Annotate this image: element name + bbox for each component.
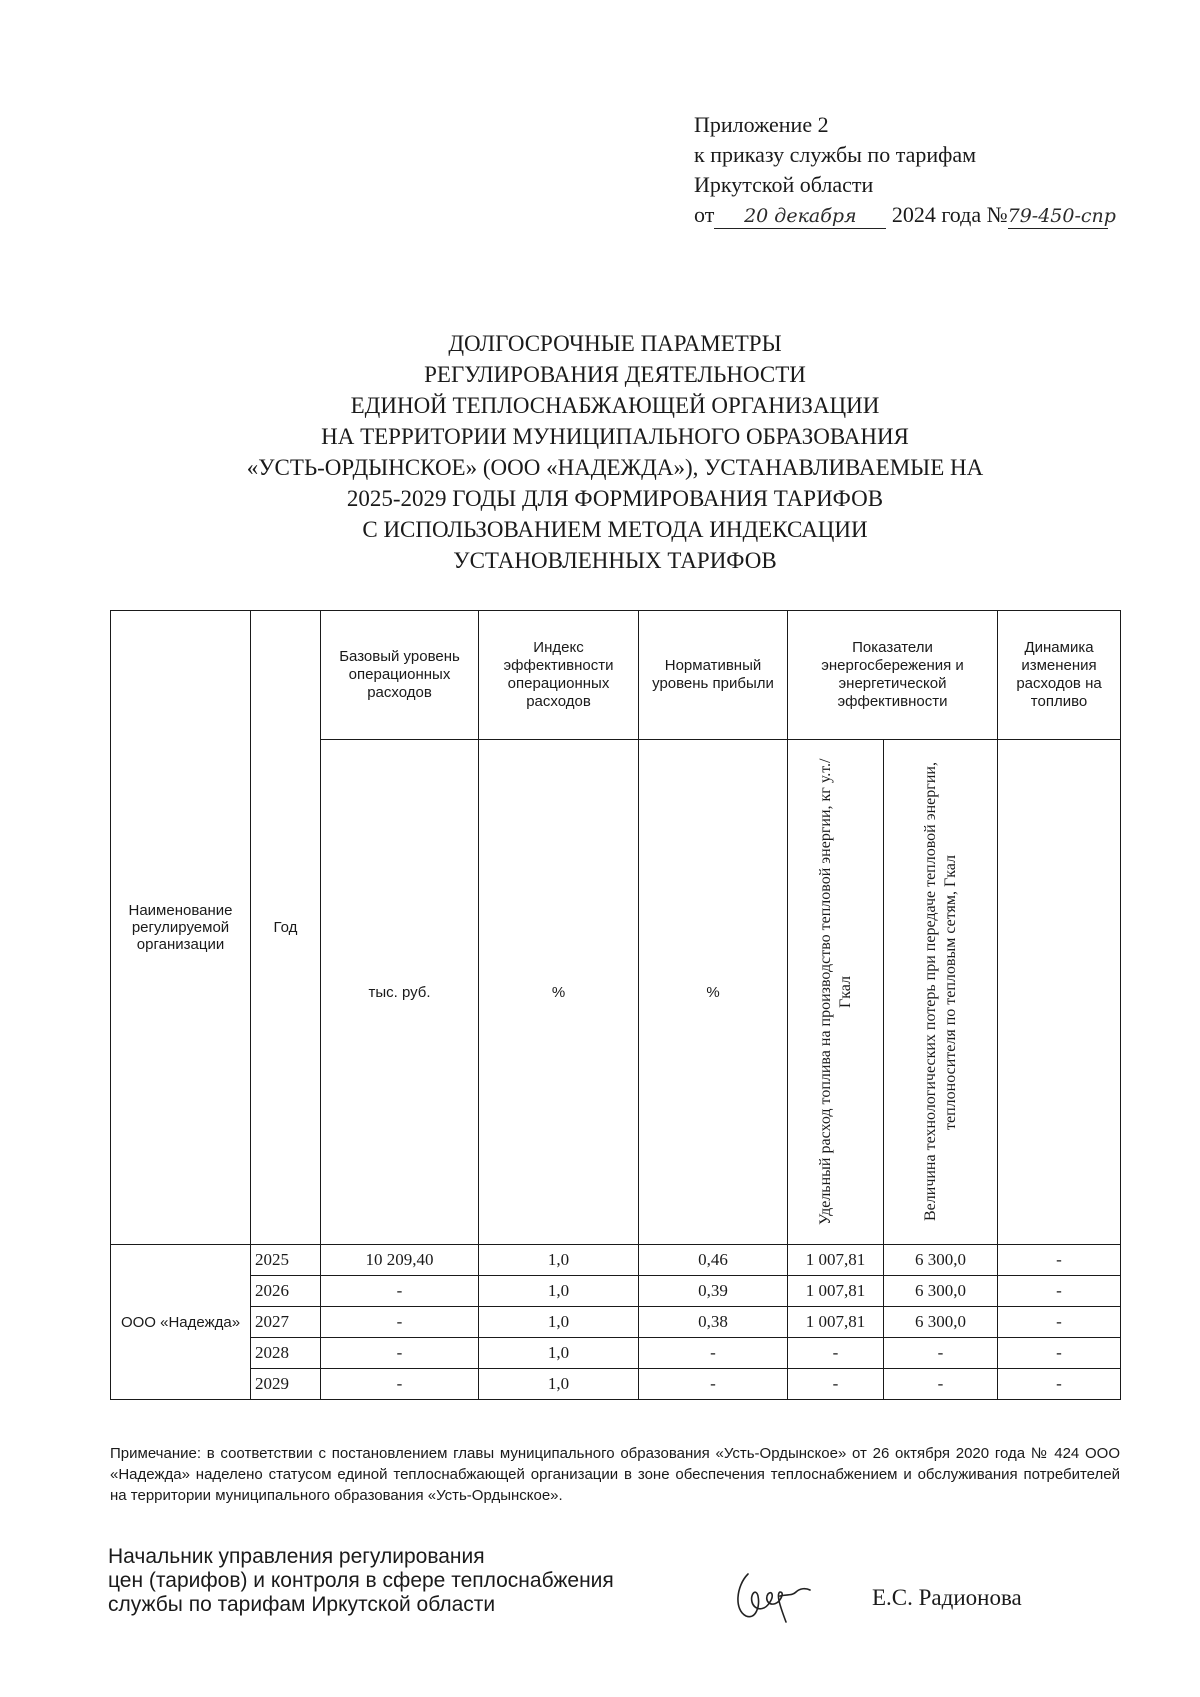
appendix-line-3: Иркутской области <box>694 172 874 197</box>
year-cell: 2026 <box>251 1276 321 1307</box>
table-row <box>111 1338 1121 1369</box>
year-cell: 2025 <box>251 1245 321 1276</box>
title-line: ЕДИНОЙ ТЕПЛОСНАБЖАЮЩЕЙ ОРГАНИЗАЦИИ <box>350 393 880 418</box>
fuel-dynamics-cell: - <box>998 1338 1121 1369</box>
base-costs-cell: - <box>321 1369 479 1400</box>
footnote: Примечание: в соответствии с постановлением главы муниципального образования «Усть-Ордынское» от 26 октября 2020 года № 424 ООО «Надежда» наделено статусом единой теплоснабжающей организации в зоне обеспечения теплоснабжением и обслуживания потребителей на территории муниципального образования «Усть-Ордынское». <box>110 1445 1120 1504</box>
header-efficiency-index: Индекс эффективности операционных расходов <box>479 611 639 740</box>
title-line: РЕГУЛИРОВАНИЯ ДЕЯТЕЛЬНОСТИ <box>424 362 806 387</box>
appendix-date-line <box>694 200 1116 230</box>
header-profit: Нормативный уровень прибыли <box>639 611 788 740</box>
parameters-table <box>110 610 1121 1400</box>
fuel-dynamics-cell: - <box>998 1307 1121 1338</box>
position-line: службы по тарифам Иркутской области <box>108 1593 496 1616</box>
header-org-name: Наименование регулируемой организации <box>111 611 251 1245</box>
title-line: ДОЛГОСРОЧНЫЕ ПАРАМЕТРЫ <box>448 331 782 356</box>
appendix-line-1: Приложение 2 <box>694 112 829 137</box>
position-line: цен (тарифов) и контроля в сфере теплоснабжения <box>108 1569 614 1592</box>
specific-fuel-cell: 1 007,81 <box>788 1245 884 1276</box>
specific-fuel-cell: 1 007,81 <box>788 1276 884 1307</box>
handwritten-order-number: 79-450-спр <box>1007 205 1116 227</box>
title-line: 2025-2029 ГОДЫ ДЛЯ ФОРМИРОВАНИЯ ТАРИФОВ <box>346 486 884 511</box>
index-cell: 1,0 <box>479 1338 639 1369</box>
year-cell: 2027 <box>251 1307 321 1338</box>
year-cell: 2028 <box>251 1338 321 1369</box>
losses-cell: 6 300,0 <box>884 1307 998 1338</box>
document-title <box>150 328 1080 576</box>
title-line: С ИСПОЛЬЗОВАНИЕМ МЕТОДА ИНДЕКСАЦИИ <box>362 517 868 542</box>
unit-efficiency-index: % <box>479 740 639 1245</box>
unit-profit: % <box>639 740 788 1245</box>
appendix-header <box>694 110 1116 230</box>
fuel-dynamics-cell: - <box>998 1245 1121 1276</box>
profit-cell: 0,38 <box>639 1307 788 1338</box>
signatory-name: Е.С. Радионова <box>872 1585 1022 1610</box>
table-row <box>111 1369 1121 1400</box>
fuel-dynamics-cell: - <box>998 1276 1121 1307</box>
profit-cell: 0,39 <box>639 1276 788 1307</box>
fuel-dynamics-blank <box>998 740 1121 1245</box>
profit-cell: 0,46 <box>639 1245 788 1276</box>
profit-cell: - <box>639 1338 788 1369</box>
signatory-position <box>108 1545 614 1617</box>
header-specific-fuel-cell <box>788 740 884 1245</box>
header-base-costs: Базовый уровень операционных расходов <box>321 611 479 740</box>
from-label: от <box>694 202 715 227</box>
handwritten-date: 20 декабря <box>714 204 886 229</box>
profit-cell: - <box>639 1369 788 1400</box>
fuel-dynamics-cell: - <box>998 1369 1121 1400</box>
losses-cell: - <box>884 1369 998 1400</box>
specific-fuel-cell: - <box>788 1338 884 1369</box>
title-line: УСТАНОВЛЕННЫХ ТАРИФОВ <box>453 548 777 573</box>
table-row <box>111 1307 1121 1338</box>
index-cell: 1,0 <box>479 1276 639 1307</box>
losses-cell: - <box>884 1338 998 1369</box>
table-row <box>111 1276 1121 1307</box>
index-cell: 1,0 <box>479 1307 639 1338</box>
header-losses: Величина технологических потерь при передаче тепловой энергии, теплоносителя по тепловым сетям, Гкал <box>921 762 959 1222</box>
base-costs-cell: - <box>321 1307 479 1338</box>
title-line: «УСТЬ-ОРДЫНСКОЕ» (ООО «НАДЕЖДА»), УСТАНАВЛИВАЕМЫЕ НА <box>246 455 984 480</box>
header-losses-cell <box>884 740 998 1245</box>
base-costs-cell: - <box>321 1338 479 1369</box>
base-costs-cell: - <box>321 1276 479 1307</box>
specific-fuel-cell: 1 007,81 <box>788 1307 884 1338</box>
appendix-line-2: к приказу службы по тарифам <box>694 142 977 167</box>
losses-cell: 6 300,0 <box>884 1245 998 1276</box>
base-costs-cell: 10 209,40 <box>321 1245 479 1276</box>
table-row <box>111 1245 1121 1276</box>
handwritten-signature <box>730 1566 830 1626</box>
header-energy-indicators: Показатели энергосбережения и энергетической эффективности <box>788 611 998 740</box>
index-cell: 1,0 <box>479 1245 639 1276</box>
header-fuel-dynamics: Динамика изменения расходов на топливо <box>998 611 1121 740</box>
unit-base-costs: тыс. руб. <box>321 740 479 1245</box>
title-line: НА ТЕРРИТОРИИ МУНИЦИПАЛЬНОГО ОБРАЗОВАНИЯ <box>321 424 909 449</box>
losses-cell: 6 300,0 <box>884 1276 998 1307</box>
index-cell: 1,0 <box>479 1369 639 1400</box>
header-specific-fuel: Удельный расход топлива на производство тепловой энергии, кг у.т./Гкал <box>816 758 854 1226</box>
year-cell: 2029 <box>251 1369 321 1400</box>
specific-fuel-cell: - <box>788 1369 884 1400</box>
org-name-cell: ООО «Надежда» <box>111 1245 251 1400</box>
year-text: 2024 года № <box>891 202 1008 227</box>
position-line: Начальник управления регулирования <box>108 1545 485 1568</box>
header-year: Год <box>251 611 321 1245</box>
